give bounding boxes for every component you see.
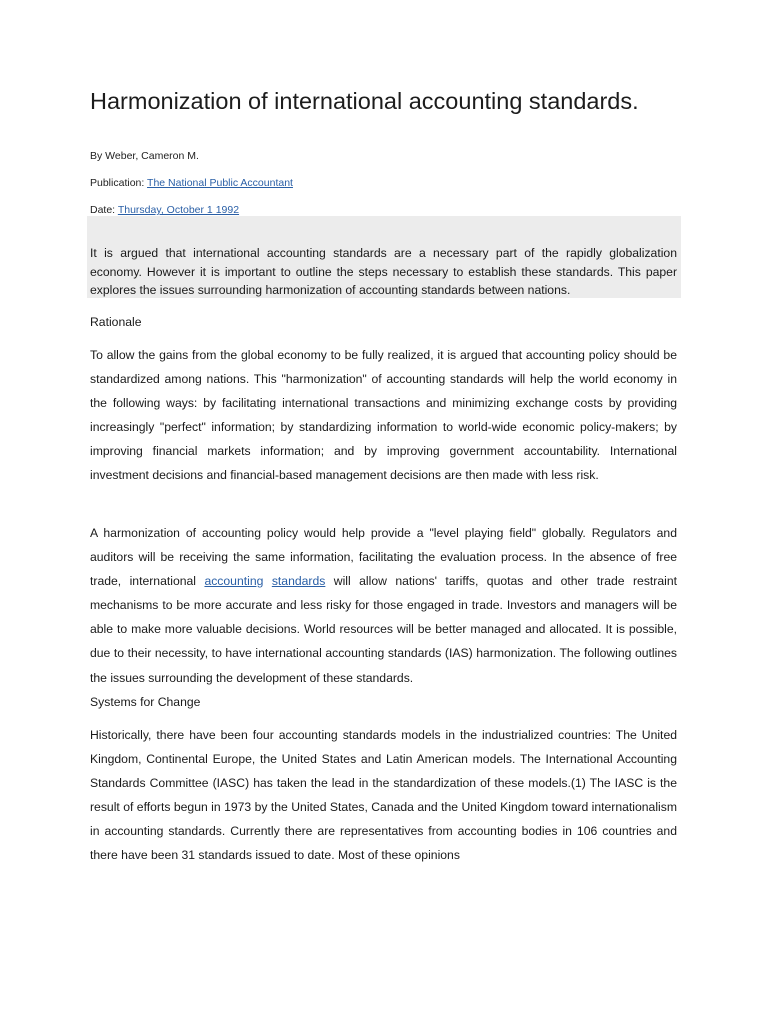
date-link[interactable]: Thursday, October 1 1992 [117, 204, 240, 216]
heading-rationale: Rationale [90, 315, 142, 329]
abstract-prefix: It is argued that [90, 246, 186, 260]
date-line [90, 204, 239, 216]
publication-line [90, 177, 293, 189]
international-accounting-link[interactable]: international accounting [193, 246, 326, 260]
paragraph-3: Historically, there have been four accounting standards models in the industrialized countries: The United Kingdom, Continental Europe, the United States and Latin American models. The International Accounting Standards Committee (IASC) has taken the lead in the standardization of these models.(1) The IASC is the result of efforts begun in 1973 by the United States, Canada and the United Kingdom toward internationalism in accounting standards. Currently there are representatives from accounting bodies in 106 countries and there have been 31 standards issued to date. Most of these opinions [90, 728, 677, 863]
heading-systems-for-change: Systems for Change [90, 695, 201, 709]
abstract-suffix: standards are a necessary part of the rapidly globalization economy. However it is important to outline the steps necessary to establish these standards. This paper explores the issues surrounding harmonization of accounting standards between nations. [90, 246, 677, 297]
date-label: Date: [90, 204, 116, 216]
abstract-text [90, 244, 677, 300]
paragraph-2-prefix: A harmonization of accounting policy would help provide a "level playing field" globally. Regulators and auditors will be receiving the same information, facilitating the evaluation process. In the absence of free trade, international [90, 526, 677, 589]
paragraph-2-suffix: will allow nations' tariffs, quotas and other trade restraint mechanisms to be more accurate and less risky for those engaged in trade. Investors and managers will be able to make more valuable decisions. World resources will be better managed and allocated. It is possible, due to their necessity, to have international accounting standards (IAS) harmonization. The following outlines the issues surrounding the development of these standards. [90, 574, 678, 685]
publication-label: Publication: [90, 177, 145, 189]
paragraph-2 [90, 521, 677, 690]
byline: By Weber, Cameron M. [90, 150, 199, 162]
paragraph-1: To allow the gains from the global economy to be fully realized, it is argued that accounting policy should be standardized among nations. This "harmonization" of accounting standards will help the world economy in the following ways: by facilitating international transactions and minimizing exchange costs by providing increasingly "perfect" information; by standardizing information to world-wide economic policy-makers; by improving financial markets information; and by improving government accountability. International investment decisions and financial-based management decisions are then made with less risk. [90, 348, 677, 483]
publication-link[interactable]: The National Public Accountant [147, 177, 293, 189]
standards-link[interactable]: standards [271, 574, 326, 589]
article-title: Harmonization of international accounting standards. [90, 88, 639, 114]
abstract-box [87, 216, 681, 298]
accounting-link[interactable]: accounting [204, 574, 264, 589]
